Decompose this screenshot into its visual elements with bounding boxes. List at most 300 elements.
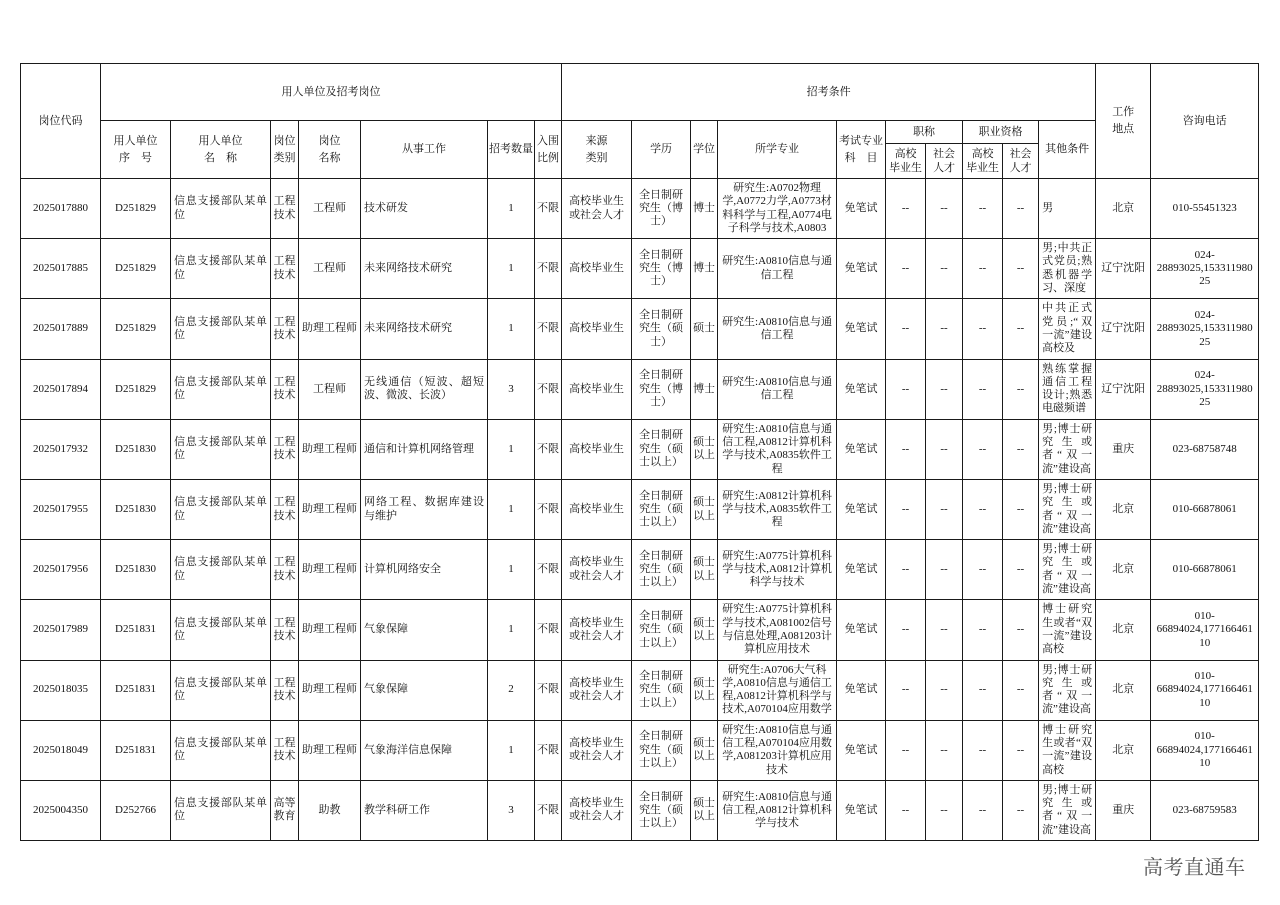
cell-qual-social [1003, 540, 1039, 600]
cell-education [632, 239, 691, 299]
cell-post-name [299, 479, 361, 539]
cell-qual-social-text: -- [1016, 563, 1025, 576]
cell-ratio-box [536, 661, 560, 719]
cell-education-text: 全日制研究生（硕士以上） [639, 670, 684, 709]
cell-post-code-text: 2025017885 [33, 262, 88, 275]
cell-education-box [633, 541, 689, 599]
cell-quota [488, 540, 535, 600]
cell-source-text: 高校毕业生或社会人才 [569, 195, 625, 221]
cell-qual-social-text: -- [1016, 322, 1025, 335]
header-qual-social: 社会 人才 [1003, 144, 1039, 179]
cell-unit-no-text: D251831 [115, 683, 156, 696]
cell-work-box [362, 420, 486, 478]
cell-quota [488, 419, 535, 479]
cell-other-text: 中共正式党员;“双一流”建设高校及 [1042, 302, 1093, 355]
cell-unit-name [171, 179, 271, 239]
cell-major-box [719, 661, 835, 719]
cell-location-text: 北京 [1112, 743, 1135, 756]
cell-unit-no-box [102, 360, 169, 418]
cell-unit-no-text: D251829 [115, 201, 156, 214]
cell-other-text: 男 [1042, 201, 1054, 214]
cell-post-name-box [300, 180, 359, 238]
cell-qual-grad [963, 600, 1003, 660]
cell-qual-grad [963, 359, 1003, 419]
cell-source [562, 479, 632, 539]
cell-exam [837, 239, 886, 299]
cell-degree [691, 239, 718, 299]
cell-other-text: 男;博士研究生或者“双一流”建设高 [1042, 663, 1093, 716]
header-group-unit: 用人单位及招考岗位 [101, 64, 562, 121]
cell-source [562, 720, 632, 780]
cell-unit-no-text: D251830 [115, 563, 156, 576]
cell-exam [837, 299, 886, 359]
cell-title-social-text: -- [940, 563, 948, 576]
cell-phone-box [1152, 240, 1257, 298]
cell-post-code-box [22, 180, 99, 238]
cell-major [718, 419, 837, 479]
cell-post-category-box [272, 541, 297, 599]
cell-post-name-box [300, 781, 359, 839]
cell-qual-grad-box [964, 781, 1001, 839]
cell-title-grad [886, 540, 926, 600]
cell-ratio-box [536, 541, 560, 599]
cell-post-category [271, 179, 299, 239]
cell-title-grad-text: -- [901, 803, 910, 816]
cell-degree-box [692, 541, 716, 599]
cell-major [718, 239, 837, 299]
header-title-grad: 高校 毕业生 [886, 144, 926, 179]
cell-post-category-text: 工程技术 [273, 436, 296, 462]
cell-degree-box [692, 420, 716, 478]
cell-title-social [926, 299, 963, 359]
cell-unit-name [171, 600, 271, 660]
cell-work [361, 720, 488, 780]
cell-source-text: 高校毕业生或社会人才 [569, 797, 625, 823]
cell-title-social-box [927, 661, 961, 719]
cell-post-category-text: 工程技术 [273, 195, 296, 221]
cell-qual-social [1003, 299, 1039, 359]
cell-qual-grad [963, 179, 1003, 239]
cell-post-code [21, 600, 101, 660]
cell-unit-name [171, 660, 271, 720]
cell-degree-text: 硕士 [693, 322, 716, 335]
cell-work-box [362, 481, 486, 539]
cell-major-text: 研究生:A0706大气科学,A0810信息与通信工程,A0812计算机科学与技术,A070104应用数学 [722, 663, 832, 716]
cell-quota-box [489, 661, 533, 719]
cell-education-text: 全日制研究生（硕士以上） [639, 609, 684, 649]
cell-unit-no [101, 239, 171, 299]
cell-unit-name [171, 780, 271, 840]
cell-post-category-text: 工程技术 [273, 496, 296, 522]
cell-phone-box [1152, 721, 1257, 779]
cell-ratio-text: 不限 [537, 382, 560, 395]
cell-post-code-box [22, 541, 99, 599]
cell-education [632, 600, 691, 660]
cell-qual-grad-text: -- [978, 382, 987, 395]
cell-ratio [535, 479, 562, 539]
cell-work [361, 540, 488, 600]
cell-education [632, 479, 691, 539]
cell-source [562, 419, 632, 479]
cell-work [361, 660, 488, 720]
cell-unit-name-text: 信息支援部队某单位 [174, 436, 267, 462]
cell-other-box [1040, 661, 1094, 719]
cell-post-name [299, 239, 361, 299]
cell-source [562, 239, 632, 299]
cell-title-grad-box [887, 240, 924, 298]
cell-post-code [21, 239, 101, 299]
cell-qual-social-box [1004, 661, 1037, 719]
cell-work-text: 未来网络技术研究 [364, 262, 452, 275]
cell-exam-text: 免笔试 [844, 322, 878, 335]
cell-title-social-text: -- [940, 743, 948, 756]
cell-education [632, 780, 691, 840]
cell-source-box [563, 300, 630, 358]
cell-unit-name-box [172, 420, 269, 478]
cell-post-name-box [300, 420, 359, 478]
cell-major-box [719, 481, 835, 539]
cell-post-name-text: 工程师 [313, 382, 346, 395]
cell-unit-name-text: 信息支援部队某单位 [174, 556, 267, 582]
cell-location-text: 辽宁沈阳 [1101, 322, 1146, 335]
cell-quota-text: 3 [508, 803, 514, 816]
cell-post-code-text: 2025017989 [33, 623, 88, 636]
cell-source [562, 299, 632, 359]
cell-post-category [271, 299, 299, 359]
cell-post-name-box [300, 541, 359, 599]
cell-unit-no-text: D252766 [115, 803, 156, 816]
cell-title-grad [886, 179, 926, 239]
cell-qual-social [1003, 780, 1039, 840]
cell-degree-text: 硕士以上 [693, 797, 716, 823]
header-phone: 咨询电话 [1151, 64, 1259, 179]
cell-post-code [21, 179, 101, 239]
cell-qual-social-text: -- [1016, 442, 1025, 455]
cell-phone [1151, 540, 1259, 600]
cell-location [1096, 540, 1151, 600]
cell-source-box [563, 240, 630, 298]
cell-other [1039, 660, 1096, 720]
cell-quota [488, 359, 535, 419]
cell-work-box [362, 661, 486, 719]
cell-education-box [633, 661, 689, 719]
cell-post-name [299, 179, 361, 239]
cell-location-text: 北京 [1112, 563, 1135, 576]
cell-post-category [271, 359, 299, 419]
cell-title-grad-text: -- [901, 442, 910, 455]
cell-unit-no [101, 359, 171, 419]
cell-phone [1151, 179, 1259, 239]
cell-major-box [719, 781, 835, 839]
cell-exam [837, 780, 886, 840]
cell-major-text: 研究生:A0775计算机科学与技术,A0812计算机科学与技术 [722, 549, 833, 589]
cell-post-category-text: 工程技术 [273, 676, 296, 703]
cell-unit-no-box [102, 781, 169, 839]
cell-location [1096, 600, 1151, 660]
cell-post-name [299, 299, 361, 359]
cell-qual-grad-box [964, 661, 1001, 719]
cell-exam-box [838, 541, 884, 599]
cell-other [1039, 540, 1096, 600]
table-row [21, 540, 1259, 600]
cell-degree-box [692, 481, 716, 539]
cell-title-grad [886, 239, 926, 299]
cell-degree [691, 720, 718, 780]
cell-post-name-text: 助理工程师 [302, 322, 357, 335]
cell-phone-text: 010-66878061 [1172, 563, 1237, 576]
cell-location-text: 辽宁沈阳 [1101, 262, 1146, 275]
cell-qual-grad-box [964, 360, 1001, 418]
cell-title-social-text: -- [940, 201, 948, 214]
table-body [21, 179, 1259, 841]
cell-post-category-box [272, 360, 297, 418]
cell-title-social-text: -- [940, 623, 948, 636]
cell-exam-text: 免笔试 [844, 502, 878, 515]
cell-post-name-text: 助理工程师 [302, 502, 357, 515]
header-degree: 学位 [691, 121, 718, 179]
cell-source [562, 540, 632, 600]
cell-title-grad-text: -- [901, 322, 910, 335]
cell-other [1039, 299, 1096, 359]
cell-unit-no [101, 299, 171, 359]
cell-unit-name-text: 信息支援部队某单位 [174, 195, 267, 221]
cell-degree-text: 硕士以上 [693, 736, 716, 763]
cell-qual-grad-text: -- [978, 502, 987, 515]
cell-exam [837, 479, 886, 539]
cell-exam-box [838, 180, 884, 238]
cell-unit-name [171, 299, 271, 359]
cell-unit-no-box [102, 541, 169, 599]
cell-degree [691, 660, 718, 720]
cell-title-grad-box [887, 420, 924, 478]
cell-major-text: 研究生:A0810信息与通信工程 [722, 255, 833, 281]
cell-ratio-text: 不限 [537, 262, 560, 275]
cell-qual-social-text: -- [1016, 803, 1025, 816]
cell-source-text: 高校毕业生或社会人才 [569, 556, 625, 582]
cell-quota-box [489, 240, 533, 298]
cell-qual-social [1003, 660, 1039, 720]
cell-post-code-text: 2025018035 [33, 683, 88, 696]
cell-degree-text: 硕士以上 [693, 496, 716, 522]
header-title-group: 职称 [886, 121, 963, 144]
table-row [21, 720, 1259, 780]
cell-source-box [563, 541, 630, 599]
cell-qual-social-text: -- [1016, 201, 1025, 214]
cell-source-text: 高校毕业生或社会人才 [569, 736, 625, 763]
cell-qual-grad-box [964, 240, 1001, 298]
header-post-name: 岗位 名称 [299, 121, 361, 179]
cell-source-text: 高校毕业生 [569, 442, 625, 455]
cell-unit-name-text: 信息支援部队某单位 [174, 375, 267, 402]
cell-location-box [1097, 541, 1149, 599]
cell-ratio-text: 不限 [537, 683, 560, 696]
cell-post-name [299, 780, 361, 840]
cell-qual-grad-box [964, 180, 1001, 238]
cell-post-category-text: 工程技术 [273, 616, 296, 642]
cell-phone [1151, 299, 1259, 359]
cell-ratio [535, 600, 562, 660]
cell-title-grad-box [887, 481, 924, 539]
cell-quota-box [489, 601, 533, 659]
cell-education-box [633, 240, 689, 298]
cell-degree-box [692, 601, 716, 659]
cell-phone-box [1152, 180, 1257, 238]
cell-title-grad-box [887, 541, 924, 599]
table-row [21, 660, 1259, 720]
cell-qual-social [1003, 359, 1039, 419]
cell-title-social-box [927, 180, 961, 238]
header-qual-grad: 高校 毕业生 [963, 144, 1003, 179]
cell-title-grad [886, 720, 926, 780]
table-row [21, 299, 1259, 359]
cell-exam-text: 免笔试 [844, 382, 878, 395]
cell-work-text: 无线通信（短波、超短波、微波、长波） [364, 375, 484, 402]
cell-qual-grad [963, 299, 1003, 359]
header-work-location: 工作 地点 [1096, 64, 1151, 179]
cell-exam [837, 720, 886, 780]
cell-ratio-box [536, 420, 560, 478]
cell-unit-no-box [102, 240, 169, 298]
cell-phone-text: 024-28893025,15331198025 [1156, 369, 1253, 408]
cell-source-box [563, 601, 630, 659]
cell-location [1096, 780, 1151, 840]
cell-other-box [1040, 360, 1094, 418]
cell-post-category [271, 600, 299, 660]
cell-title-grad [886, 299, 926, 359]
cell-unit-no-text: D251831 [115, 623, 156, 636]
cell-title-social-box [927, 420, 961, 478]
cell-quota-box [489, 721, 533, 779]
cell-education [632, 359, 691, 419]
table-row [21, 239, 1259, 299]
cell-qual-grad [963, 239, 1003, 299]
cell-exam-box [838, 360, 884, 418]
cell-post-category-text: 工程技术 [273, 255, 296, 281]
cell-post-code [21, 660, 101, 720]
cell-location [1096, 299, 1151, 359]
cell-exam-box [838, 300, 884, 358]
cell-post-category [271, 660, 299, 720]
cell-post-category-box [272, 180, 297, 238]
cell-other-text: 男;博士研究生或者“双一流”建设高 [1042, 783, 1093, 836]
cell-unit-name [171, 239, 271, 299]
cell-post-name-box [300, 481, 359, 539]
header-qual-group: 职业资格 [963, 121, 1039, 144]
cell-degree [691, 359, 718, 419]
header-post-category: 岗位 类别 [271, 121, 299, 179]
cell-major [718, 479, 837, 539]
cell-location-box [1097, 721, 1149, 779]
cell-post-code-box [22, 420, 99, 478]
cell-post-name [299, 660, 361, 720]
cell-education-text: 全日制研究生（博士） [639, 369, 684, 408]
cell-ratio-box [536, 481, 560, 539]
cell-qual-social-text: -- [1016, 262, 1025, 275]
cell-post-category-text: 工程技术 [273, 556, 296, 582]
cell-education-text: 全日制研究生（硕士以上） [639, 549, 684, 589]
cell-post-name-text: 助教 [318, 803, 341, 816]
cell-post-name-box [300, 240, 359, 298]
cell-title-grad-text: -- [901, 743, 910, 756]
cell-post-code-box [22, 481, 99, 539]
header-unit-no: 用人单位 序 号 [101, 121, 171, 179]
cell-exam-box [838, 781, 884, 839]
cell-quota-text: 1 [508, 623, 514, 636]
cell-post-name [299, 359, 361, 419]
cell-post-code-text: 2025017955 [33, 502, 88, 515]
cell-education-box [633, 721, 689, 779]
cell-other-text: 博士研究生或者“双一流”建设高校 [1042, 723, 1093, 776]
cell-post-code-text: 2025018049 [33, 743, 88, 756]
cell-education-box [633, 601, 689, 659]
cell-exam-box [838, 420, 884, 478]
cell-work-box [362, 781, 486, 839]
cell-degree-box [692, 240, 716, 298]
cell-education [632, 540, 691, 600]
cell-source-box [563, 360, 630, 418]
cell-post-code [21, 540, 101, 600]
cell-title-grad [886, 419, 926, 479]
cell-title-social-text: -- [940, 683, 948, 696]
cell-post-category-box [272, 300, 297, 358]
header-row-1 [21, 64, 1259, 121]
cell-ratio [535, 419, 562, 479]
cell-unit-no-box [102, 180, 169, 238]
cell-phone-text: 010-55451323 [1172, 201, 1237, 214]
cell-education-text: 全日制研究生（博士） [639, 248, 684, 288]
cell-work-box [362, 601, 486, 659]
cell-work-box [362, 180, 486, 238]
cell-major-text: 研究生:A0810信息与通信工程,A0812计算机科学与技术,A0835软件工程 [722, 422, 833, 475]
cell-qual-grad [963, 780, 1003, 840]
cell-title-social [926, 419, 963, 479]
cell-education-box [633, 360, 689, 418]
cell-major-text: 研究生:A0775计算机科学与技术,A081002信号与信息处理,A081203计算机应用技术 [722, 603, 833, 656]
cell-location-text: 重庆 [1112, 803, 1135, 816]
cell-education-text: 全日制研究生（硕士） [639, 309, 684, 348]
cell-exam-text: 免笔试 [844, 623, 878, 636]
cell-other-box [1040, 781, 1094, 839]
cell-ratio-box [536, 240, 560, 298]
cell-unit-no-box [102, 661, 169, 719]
cell-post-name-box [300, 601, 359, 659]
cell-unit-no-text: D251829 [115, 382, 156, 395]
cell-qual-social [1003, 179, 1039, 239]
cell-post-category-text: 工程技术 [273, 736, 296, 763]
header-major: 所学专业 [718, 121, 837, 179]
table-header [21, 64, 1259, 179]
cell-other-text: 博士研究生或者“双一流”建设高校 [1042, 603, 1093, 656]
cell-source-text: 高校毕业生 [569, 262, 625, 275]
cell-unit-no [101, 720, 171, 780]
cell-major-box [719, 180, 835, 238]
cell-title-grad-box [887, 180, 924, 238]
cell-source [562, 780, 632, 840]
cell-unit-no-box [102, 420, 169, 478]
cell-title-social [926, 600, 963, 660]
cell-other-box [1040, 481, 1094, 539]
cell-unit-name-box [172, 300, 269, 358]
cell-location-text: 辽宁沈阳 [1101, 382, 1146, 395]
cell-qual-social-text: -- [1016, 382, 1025, 395]
cell-title-social [926, 720, 963, 780]
cell-qual-social-box [1004, 180, 1037, 238]
cell-phone-box [1152, 481, 1257, 539]
cell-title-social-text: -- [940, 322, 948, 335]
cell-education-text: 全日制研究生（硕士以上） [639, 429, 684, 468]
cell-education-text: 全日制研究生（硕士以上） [639, 730, 684, 769]
cell-other-box [1040, 300, 1094, 358]
